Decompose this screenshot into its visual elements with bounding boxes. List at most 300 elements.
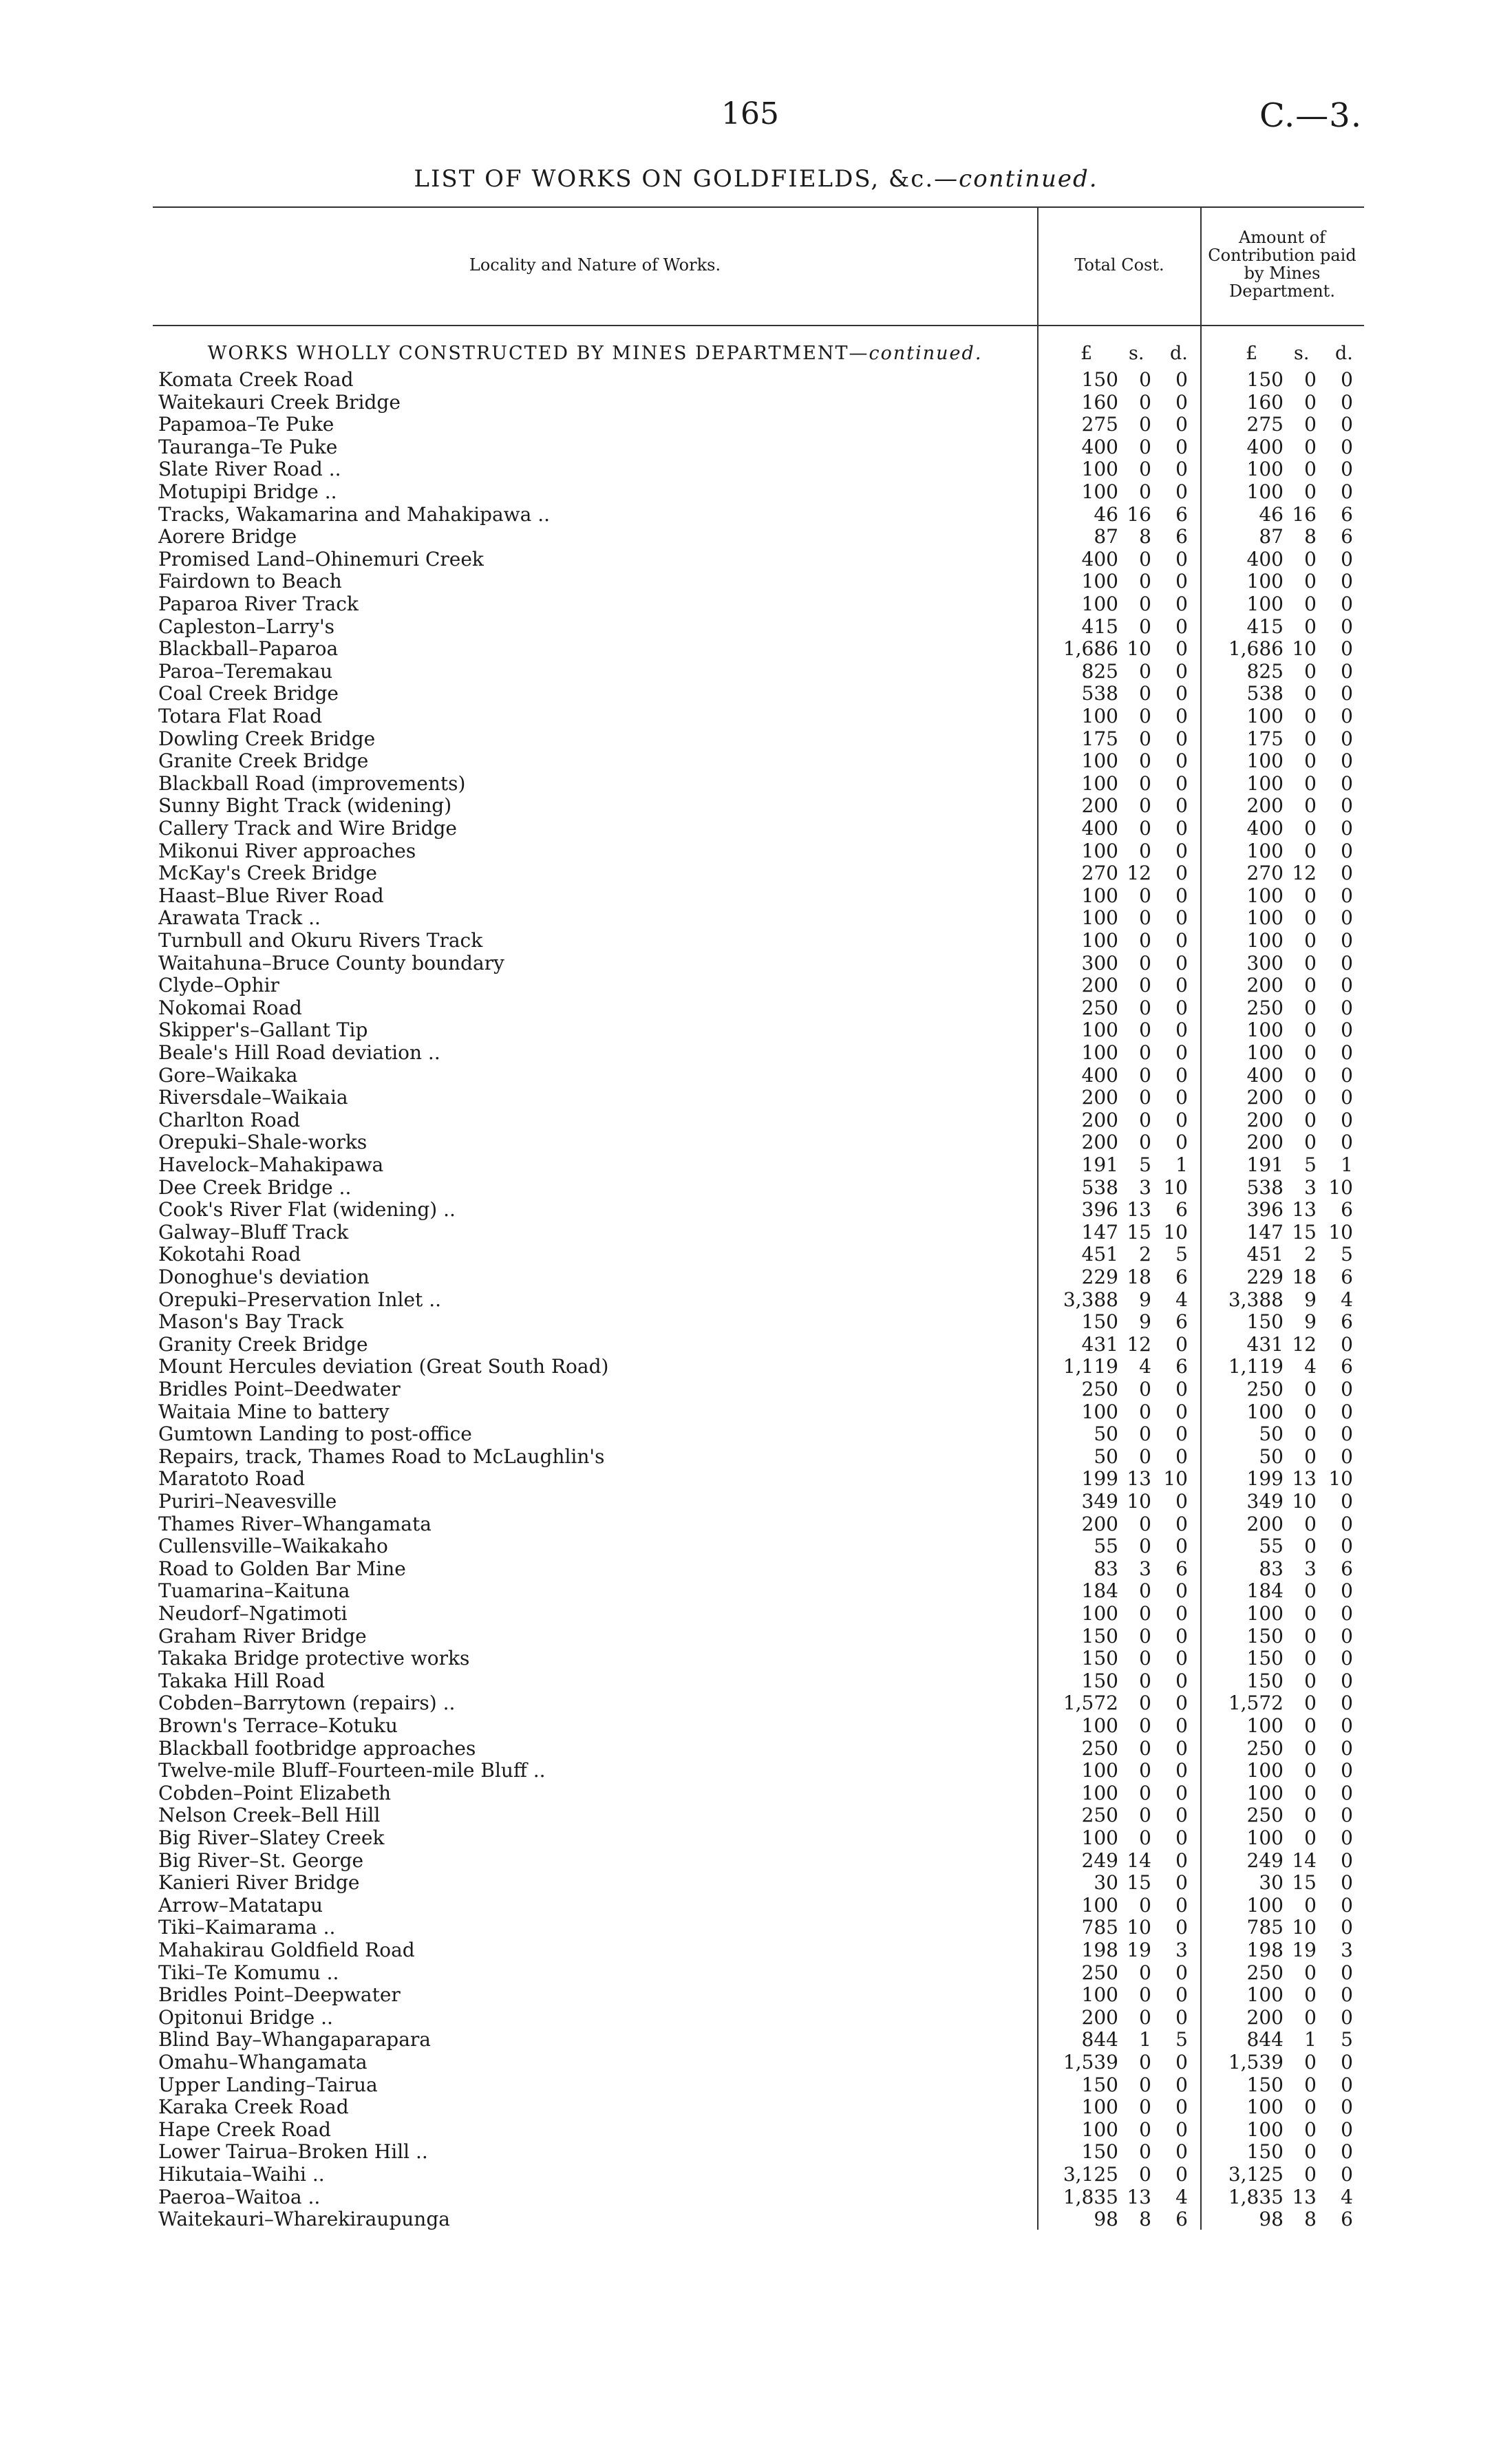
work-locality: Komata Creek Road [158, 369, 354, 391]
table-row [0, 1782, 1512, 1805]
total-cost-shillings: 0 [1139, 547, 1151, 571]
total-cost-pounds: 300 [1081, 951, 1118, 974]
total-cost-pence: 10 [1163, 1175, 1188, 1199]
total-cost-pounds: 1,686 [1063, 637, 1118, 661]
contribution-pence: 0 [1341, 2118, 1353, 2141]
total-cost-shillings: 0 [1139, 1444, 1151, 1468]
contribution-pence: 0 [1341, 615, 1353, 638]
total-cost-pence: 0 [1175, 2163, 1188, 2186]
work-locality: Paroa–Teremakau [158, 660, 333, 683]
total-cost-shillings: 12 [1127, 862, 1151, 885]
contribution-shillings: 0 [1304, 1961, 1317, 1984]
contribution-shillings: 0 [1304, 480, 1317, 503]
work-locality: Sunny Bight Track (widening) [158, 795, 452, 818]
work-locality: Havelock–Mahakipawa [158, 1154, 384, 1176]
contribution-pounds: 100 [1246, 929, 1284, 952]
table-row [0, 1334, 1512, 1356]
contribution-pounds: 150 [1246, 1669, 1284, 1692]
contribution-pounds: 785 [1246, 1916, 1284, 1939]
contribution-pence: 0 [1341, 1019, 1353, 1042]
contribution-shillings: 0 [1304, 1692, 1317, 1715]
total-cost-pounds: 396 [1081, 1198, 1118, 1222]
total-cost-pounds: 100 [1081, 749, 1118, 773]
contribution-pounds: 300 [1246, 951, 1284, 974]
contribution-pounds: 100 [1246, 906, 1284, 930]
total-cost-shillings: 0 [1139, 390, 1151, 414]
table-row [0, 1401, 1512, 1424]
table-row [0, 1603, 1512, 1625]
total-cost-shillings: 0 [1139, 2005, 1151, 2029]
table-row [0, 2208, 1512, 2231]
total-cost-shillings: 9 [1139, 1288, 1151, 1311]
total-cost-shillings: 1 [1139, 2028, 1151, 2051]
contribution-pence: 10 [1328, 1175, 1353, 1199]
table-row [0, 974, 1512, 997]
total-cost-shillings: 0 [1139, 1826, 1151, 1849]
table-row [0, 1042, 1512, 1065]
contribution-shillings: 10 [1292, 637, 1317, 661]
work-locality: Waitekauri Creek Bridge [158, 391, 401, 414]
contribution-pounds-unit: £ [1246, 343, 1258, 364]
contribution-shillings: 0 [1304, 817, 1317, 840]
contribution-shillings: 0 [1304, 1714, 1317, 1737]
total-cost-pence: 0 [1175, 1961, 1188, 1984]
contribution-pounds: 349 [1246, 1490, 1284, 1513]
contribution-shillings: 0 [1304, 727, 1317, 750]
total-cost-pounds: 250 [1081, 1378, 1118, 1400]
contribution-shillings: 18 [1292, 1266, 1317, 1288]
contribution-shillings-unit: s. [1294, 343, 1310, 364]
table-row [0, 1513, 1512, 1536]
table-row [0, 1266, 1512, 1289]
total-cost-shillings: 13 [1127, 1198, 1151, 1222]
contribution-pounds: 249 [1246, 1848, 1284, 1872]
contribution-shillings: 0 [1304, 1422, 1317, 1446]
total-cost-pounds: 538 [1081, 1175, 1118, 1199]
total-cost-pence: 0 [1175, 1579, 1188, 1603]
contribution-shillings: 0 [1304, 390, 1317, 414]
contribution-pounds: 100 [1246, 458, 1284, 481]
contribution-pence: 0 [1341, 1759, 1353, 1782]
total-cost-pence: 0 [1175, 547, 1188, 571]
table-row [0, 1692, 1512, 1715]
total-cost-pence: 0 [1175, 727, 1188, 750]
contribution-pence: 0 [1341, 1041, 1353, 1064]
total-cost-pence: 0 [1175, 1535, 1188, 1558]
work-locality: Repairs, track, Thames Road to McLaughlin's [158, 1445, 605, 1468]
total-cost-shillings: 0 [1139, 1108, 1151, 1131]
contribution-shillings: 0 [1304, 570, 1317, 593]
total-cost-pounds: 100 [1081, 1781, 1118, 1804]
table-row [0, 458, 1512, 481]
contribution-pounds: 150 [1246, 1624, 1284, 1648]
work-locality: Mahakirau Goldfield Road [158, 1939, 415, 1961]
contribution-pence: 0 [1341, 839, 1353, 862]
total-cost-pounds: 400 [1081, 817, 1118, 840]
total-cost-pounds: 1,572 [1063, 1692, 1118, 1715]
total-cost-pence: 0 [1175, 1647, 1188, 1670]
total-cost-pounds: 200 [1081, 1086, 1118, 1109]
work-locality: Waitahuna–Bruce County boundary [158, 952, 504, 974]
total-cost-pounds: 100 [1081, 2118, 1118, 2141]
total-cost-shillings: 0 [1139, 2051, 1151, 2073]
work-locality: Waitaia Mine to battery [158, 1400, 390, 1423]
total-cost-pence: 0 [1175, 2073, 1188, 2096]
contribution-shillings: 0 [1304, 1781, 1317, 1804]
work-locality: Cullensville–Waikakaho [158, 1535, 388, 1558]
work-locality: Dowling Creek Bridge [158, 727, 376, 750]
total-cost-pounds: 150 [1081, 1669, 1118, 1692]
total-cost-pounds: 415 [1081, 615, 1118, 638]
work-locality: Coal Creek Bridge [158, 683, 339, 705]
total-cost-pounds: 55 [1094, 1535, 1118, 1558]
total-cost-pence: 0 [1175, 1422, 1188, 1446]
work-locality: Aorere Bridge [158, 526, 297, 548]
contribution-shillings: 0 [1304, 906, 1317, 930]
total-cost-pence: 0 [1175, 659, 1188, 683]
contribution-shillings: 0 [1304, 771, 1317, 795]
contribution-pence: 0 [1341, 1961, 1353, 1984]
work-locality: Upper Landing–Tairua [158, 2073, 378, 2096]
contribution-pence: 0 [1341, 659, 1353, 683]
total-cost-pence: 0 [1175, 1063, 1188, 1087]
total-cost-shillings: 0 [1139, 1781, 1151, 1804]
total-cost-pounds: 100 [1081, 771, 1118, 795]
contribution-pounds: 199 [1246, 1467, 1284, 1491]
contribution-shillings: 0 [1304, 1602, 1317, 1625]
work-locality: Mason's Bay Track [158, 1311, 343, 1334]
work-locality: Gumtown Landing to post-office [158, 1423, 472, 1446]
table-row [0, 1625, 1512, 1648]
table-row [0, 1917, 1512, 1939]
table-row [0, 526, 1512, 548]
contribution-pence: 6 [1341, 1355, 1353, 1378]
total-cost-shillings: 0 [1139, 1736, 1151, 1760]
contribution-pounds: 184 [1246, 1579, 1284, 1603]
total-cost-pence: 0 [1175, 368, 1188, 391]
contribution-shillings: 0 [1304, 435, 1317, 458]
contribution-pence: 1 [1341, 1153, 1353, 1176]
total-cost-shillings: 10 [1127, 1490, 1151, 1513]
work-locality: Skipper's–Gallant Tip [158, 1019, 368, 1042]
work-locality: Omahu–Whangamata [158, 2051, 368, 2073]
contribution-pence: 10 [1328, 1467, 1353, 1491]
table-row [0, 1131, 1512, 1154]
total-cost-pounds: 250 [1081, 1736, 1118, 1760]
total-cost-pounds: 100 [1081, 839, 1118, 862]
table-row [0, 907, 1512, 930]
contribution-pence: 0 [1341, 1400, 1353, 1423]
total-cost-shillings: 0 [1139, 1714, 1151, 1737]
work-locality: Orepuki–Shale-works [158, 1131, 368, 1154]
total-cost-pounds: 100 [1081, 593, 1118, 615]
contribution-pence: 0 [1341, 1647, 1353, 1670]
contribution-shillings: 0 [1304, 705, 1317, 727]
work-locality: Puriri–Neavesville [158, 1491, 337, 1513]
total-cost-shillings: 0 [1139, 1019, 1151, 1042]
table-row [0, 840, 1512, 863]
contribution-pence: 6 [1341, 502, 1353, 526]
table-row [0, 1065, 1512, 1087]
table-row [0, 1984, 1512, 2007]
table-row [0, 2096, 1512, 2119]
total-cost-shillings: 0 [1139, 727, 1151, 750]
contribution-shillings: 9 [1304, 1288, 1317, 1311]
total-cost-pence: 0 [1175, 593, 1188, 615]
total-cost-shillings: 0 [1139, 2073, 1151, 2096]
total-cost-shillings: 8 [1139, 2208, 1151, 2231]
total-cost-pence: 0 [1175, 1669, 1188, 1692]
contribution-pounds: 3,125 [1228, 2163, 1284, 2186]
total-cost-shillings: 0 [1139, 413, 1151, 436]
total-cost-pence: 6 [1175, 1557, 1188, 1580]
table-row [0, 1087, 1512, 1109]
contribution-pence: 0 [1341, 593, 1353, 615]
contribution-pounds: 100 [1246, 2118, 1284, 2141]
total-cost-pounds: 30 [1094, 1871, 1118, 1895]
contribution-shillings: 0 [1304, 1444, 1317, 1468]
total-cost-pounds: 100 [1081, 2096, 1118, 2119]
work-locality: Clyde–Ophir [158, 974, 279, 997]
total-cost-pence: 5 [1175, 1243, 1188, 1266]
table-row [0, 392, 1512, 414]
contribution-shillings: 8 [1304, 2208, 1317, 2231]
contribution-pounds: 50 [1259, 1422, 1284, 1446]
work-locality: Charlton Road [158, 1109, 301, 1131]
table-row [0, 705, 1512, 728]
total-cost-pence: 0 [1175, 1804, 1188, 1827]
contribution-shillings: 0 [1304, 1535, 1317, 1558]
total-cost-pence: 0 [1175, 435, 1188, 458]
contribution-pence: 0 [1341, 1422, 1353, 1446]
total-cost-shillings: 0 [1139, 2163, 1151, 2186]
total-cost-shillings: 0 [1139, 794, 1151, 818]
total-cost-pence: 0 [1175, 1714, 1188, 1737]
contribution-shillings: 0 [1304, 1041, 1317, 1064]
contribution-pounds: 200 [1246, 2005, 1284, 2029]
total-cost-shillings: 0 [1139, 1086, 1151, 1109]
contribution-shillings: 0 [1304, 1512, 1317, 1535]
contribution-shillings: 0 [1304, 1063, 1317, 1087]
total-cost-pounds: 400 [1081, 435, 1118, 458]
contribution-pounds: 200 [1246, 794, 1284, 818]
contribution-pounds: 191 [1246, 1153, 1284, 1176]
contribution-shillings: 1 [1304, 2028, 1317, 2051]
contribution-pounds: 200 [1246, 974, 1284, 997]
total-cost-pounds: 200 [1081, 1512, 1118, 1535]
total-cost-shillings: 0 [1139, 1983, 1151, 2007]
work-locality: Mikonui River approaches [158, 840, 416, 862]
total-cost-pounds: 46 [1094, 502, 1118, 526]
total-cost-pounds: 270 [1081, 862, 1118, 885]
total-cost-pence: 0 [1175, 1086, 1188, 1109]
total-cost-pounds: 400 [1081, 1063, 1118, 1087]
total-cost-pounds: 100 [1081, 1714, 1118, 1737]
total-cost-shillings: 0 [1139, 974, 1151, 997]
total-cost-shillings: 0 [1139, 1669, 1151, 1692]
table-row [0, 1356, 1512, 1378]
total-cost-pence: 6 [1175, 1266, 1188, 1288]
contribution-pounds: 100 [1246, 1041, 1284, 1064]
contribution-shillings: 0 [1304, 1400, 1317, 1423]
total-cost-pounds: 825 [1081, 659, 1118, 683]
total-cost-pounds: 150 [1081, 1310, 1118, 1334]
total-cost-pence: 0 [1175, 1759, 1188, 1782]
contribution-pence: 0 [1341, 906, 1353, 930]
work-locality: Kokotahi Road [158, 1244, 301, 1266]
contribution-pence: 0 [1341, 1086, 1353, 1109]
contribution-shillings: 4 [1304, 1355, 1317, 1378]
contribution-pounds: 150 [1246, 2073, 1284, 2096]
contribution-pence: 0 [1341, 1535, 1353, 1558]
contribution-pence: 0 [1341, 749, 1353, 773]
work-locality: Orepuki–Preservation Inlet .. [158, 1288, 441, 1311]
total-cost-shillings: 0 [1139, 1624, 1151, 1648]
work-locality: Neudorf–Ngatimoti [158, 1603, 348, 1625]
contribution-pounds: 400 [1246, 435, 1284, 458]
work-locality: Promised Land–Ohinemuri Creek [158, 548, 484, 571]
contribution-pounds: 275 [1246, 413, 1284, 436]
contribution-pounds: 198 [1246, 1939, 1284, 1961]
total-cost-pence: 0 [1175, 2005, 1188, 2029]
page-title-main: LIST OF WORKS ON GOLDFIELDS, &c.— [414, 165, 959, 193]
total-cost-pounds: 275 [1081, 413, 1118, 436]
section-heading [153, 343, 1037, 364]
contribution-pence: 0 [1341, 1871, 1353, 1895]
table-row [0, 1962, 1512, 1985]
contribution-shillings: 0 [1304, 1736, 1317, 1760]
table-row [0, 1311, 1512, 1334]
contribution-pence: 5 [1341, 2028, 1353, 2051]
total-cost-pence: 0 [1175, 862, 1188, 885]
total-cost-shillings: 18 [1127, 1266, 1151, 1288]
contribution-pounds: 100 [1246, 2096, 1284, 2119]
contribution-pounds: 100 [1246, 1019, 1284, 1042]
table-row [0, 414, 1512, 436]
table-row [0, 818, 1512, 840]
total-cost-pence: 0 [1175, 1019, 1188, 1042]
total-cost-pence: 5 [1175, 2028, 1188, 2051]
contribution-pence: 0 [1341, 771, 1353, 795]
total-cost-pence: 6 [1175, 1355, 1188, 1378]
total-cost-pence: 0 [1175, 1400, 1188, 1423]
work-locality: Mount Hercules deviation (Great South Road) [158, 1356, 609, 1378]
contribution-pence: 6 [1341, 1266, 1353, 1288]
total-cost-shillings: 0 [1139, 1041, 1151, 1064]
table-row [0, 1535, 1512, 1558]
total-cost-pence: 0 [1175, 1490, 1188, 1513]
total-cost-pence: 0 [1175, 2096, 1188, 2119]
total-cost-pounds: 50 [1094, 1422, 1118, 1446]
total-cost-shillings: 0 [1139, 1602, 1151, 1625]
contribution-shillings: 0 [1304, 749, 1317, 773]
total-cost-pence: 0 [1175, 637, 1188, 661]
contribution-pounds: 415 [1246, 615, 1284, 638]
contribution-shillings: 0 [1304, 1826, 1317, 1849]
total-cost-pounds: 50 [1094, 1444, 1118, 1468]
total-cost-pounds: 150 [1081, 2140, 1118, 2164]
total-cost-pounds: 451 [1081, 1243, 1118, 1266]
total-cost-shillings: 0 [1139, 906, 1151, 930]
contribution-pence: 0 [1341, 2073, 1353, 2096]
total-pence-unit: d. [1170, 343, 1188, 364]
table-row [0, 1670, 1512, 1693]
contribution-pence: 0 [1341, 1332, 1353, 1356]
total-cost-shillings: 0 [1139, 1804, 1151, 1827]
contribution-pounds: 160 [1246, 390, 1284, 414]
contribution-pence: 0 [1341, 413, 1353, 436]
total-cost-pounds: 249 [1081, 1848, 1118, 1872]
total-cost-pence: 6 [1175, 502, 1188, 526]
total-cost-shillings: 0 [1139, 1647, 1151, 1670]
total-cost-pence: 0 [1175, 906, 1188, 930]
contribution-pence: 0 [1341, 637, 1353, 661]
total-cost-shillings: 0 [1139, 1961, 1151, 1984]
work-locality: Tracks, Wakamarina and Mahakipawa .. [158, 503, 551, 526]
contribution-shillings: 10 [1292, 1916, 1317, 1939]
table-row [0, 593, 1512, 616]
total-cost-pence: 0 [1175, 749, 1188, 773]
total-cost-pounds: 100 [1081, 1602, 1118, 1625]
total-cost-pence: 6 [1175, 525, 1188, 548]
table-header [153, 206, 1364, 326]
contribution-pence: 0 [1341, 2005, 1353, 2029]
work-locality: Big River–St. George [158, 1849, 364, 1872]
work-locality: Paeroa–Waitoa .. [158, 2186, 321, 2208]
total-cost-pence: 0 [1175, 974, 1188, 997]
total-cost-shillings: 0 [1139, 435, 1151, 458]
page-title [0, 165, 1512, 193]
page-title-italic: continued. [959, 165, 1098, 193]
total-cost-pence: 0 [1175, 682, 1188, 705]
total-cost-pounds: 175 [1081, 727, 1118, 750]
total-cost-shillings: 0 [1139, 1579, 1151, 1603]
contribution-pence: 6 [1341, 1198, 1353, 1222]
table-row [0, 1222, 1512, 1244]
table-row [0, 1738, 1512, 1760]
total-cost-pence: 4 [1175, 1288, 1188, 1311]
table-row [0, 997, 1512, 1020]
total-cost-pounds: 100 [1081, 1019, 1118, 1042]
contribution-pence: 0 [1341, 1108, 1353, 1131]
contribution-shillings: 15 [1292, 1871, 1317, 1895]
total-cost-pence: 0 [1175, 1131, 1188, 1154]
contribution-shillings: 0 [1304, 2051, 1317, 2073]
contribution-pounds: 250 [1246, 1736, 1284, 1760]
table-row [0, 1827, 1512, 1850]
total-pounds-unit: £ [1080, 343, 1093, 364]
contribution-pence: 0 [1341, 705, 1353, 727]
total-cost-pounds: 150 [1081, 1624, 1118, 1648]
total-cost-pence: 0 [1175, 1378, 1188, 1400]
contribution-pounds: 150 [1246, 368, 1284, 391]
contribution-pence: 0 [1341, 1983, 1353, 2007]
work-locality: Tiki–Kaimarama .. [158, 1917, 336, 1939]
work-locality: Bridles Point–Deepwater [158, 1984, 401, 2007]
table-row [0, 571, 1512, 593]
total-cost-pence: 6 [1175, 2208, 1188, 2231]
total-cost-shillings: 2 [1139, 1243, 1151, 1266]
work-locality: Tuamarina–Kaituna [158, 1580, 350, 1603]
table-row [0, 2186, 1512, 2209]
contribution-shillings: 0 [1304, 1647, 1317, 1670]
table-row [0, 1895, 1512, 1917]
work-locality: Callery Track and Wire Bridge [158, 818, 457, 840]
total-cost-pounds: 191 [1081, 1153, 1118, 1176]
contribution-shillings: 3 [1304, 1557, 1317, 1580]
contribution-pounds: 844 [1246, 2028, 1284, 2051]
total-cost-pence: 0 [1175, 839, 1188, 862]
